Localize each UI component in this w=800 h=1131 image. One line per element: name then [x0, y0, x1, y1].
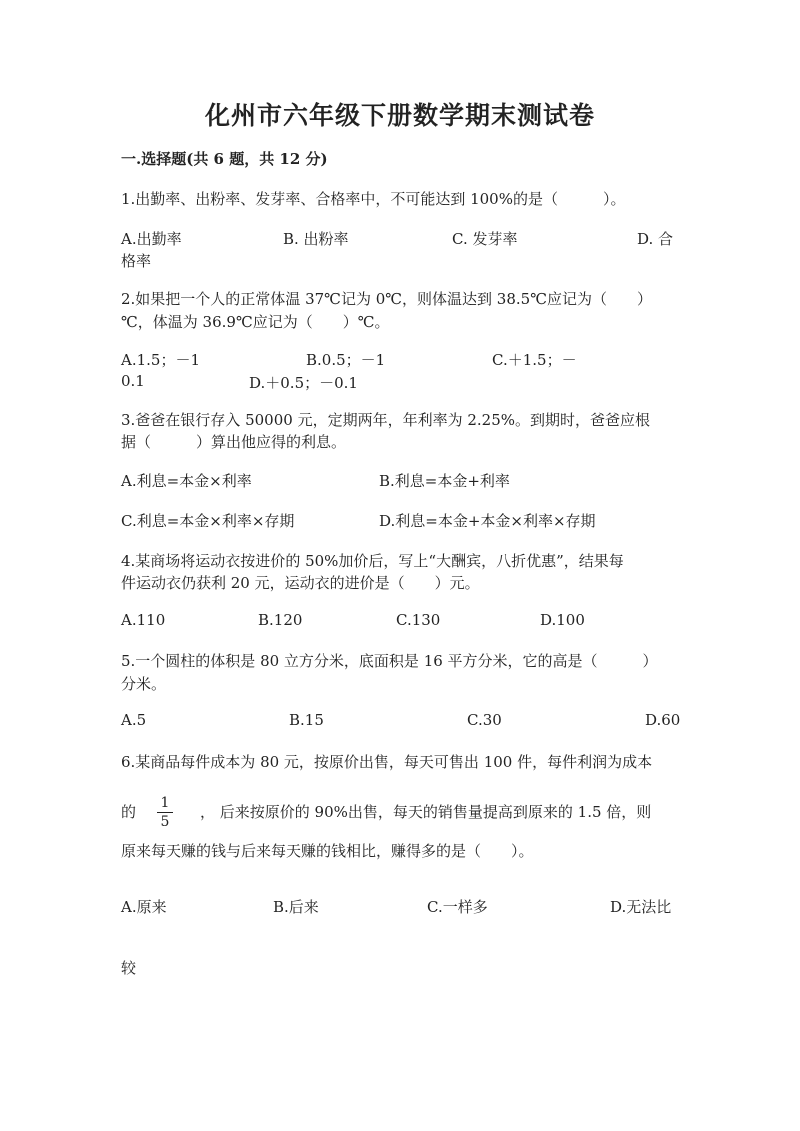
question-6-stem-line-2-start: 的	[121, 803, 137, 821]
question-5-option-a: A.5	[121, 711, 147, 729]
question-3-option-a: A.利息=本金×利率	[121, 472, 252, 490]
question-6-stem-line-3: 原来每天赚的钱与后来每天赚的钱相比，赚得多的是（ ）。	[121, 842, 534, 860]
fraction-denominator: 5	[160, 814, 170, 830]
question-2-option-d: D.＋0.5；－0.1	[249, 374, 358, 392]
question-5-stem-line-1: 5.一个圆柱的体积是 80 立方分米，底面积是 16 平方分米，它的高是（ ）	[121, 652, 658, 670]
question-3-option-c: C.利息=本金×利率×存期	[121, 512, 295, 530]
question-2-option-c-continued: 0.1	[121, 372, 145, 390]
question-5-option-b: B.15	[289, 711, 324, 729]
question-3-option-b: B.利息=本金+利率	[379, 472, 510, 490]
question-2-option-b: B.0.5；－1	[306, 351, 386, 369]
section-heading: 一.选择题(共 6 题，共 12 分)	[121, 150, 328, 168]
question-2-option-c: C.＋1.5；－	[492, 351, 577, 369]
question-1-option-d-continued: 格率	[121, 252, 152, 270]
question-4-option-a: A.110	[121, 611, 166, 629]
question-4-option-c: C.130	[396, 611, 441, 629]
question-6-option-c: C.一样多	[427, 898, 488, 916]
question-4-stem-line-2: 件运动衣仍获利 20 元，运动衣的进价是（ ）元。	[121, 574, 480, 592]
question-1-option-c: C. 发芽率	[452, 230, 518, 248]
fraction-bar	[157, 812, 173, 813]
fraction-numerator: 1	[160, 795, 170, 811]
question-1-option-a: A.出勤率	[121, 230, 182, 248]
question-2-stem-line-1: 2.如果把一个人的正常体温 37℃记为 0℃，则体温达到 38.5℃应记为（ ）	[121, 290, 652, 308]
question-3-stem-line-2: 据（ ）算出他应得的利息。	[121, 433, 347, 451]
question-1-option-b: B. 出粉率	[283, 230, 349, 248]
question-6-option-d: D.无法比	[610, 898, 672, 916]
question-5-stem-line-2: 分米。	[121, 675, 167, 693]
question-4-option-b: B.120	[258, 611, 303, 629]
question-5-option-c: C.30	[467, 711, 502, 729]
question-6-option-a: A.原来	[121, 898, 167, 916]
page-title: 化州市六年级下册数学期末测试卷	[204, 101, 595, 130]
question-2-stem-line-2: ℃，体温为 36.9℃应记为（ ）℃。	[121, 313, 390, 331]
question-6-stem-line-1: 6.某商品每件成本为 80 元，按原价出售，每天可售出 100 件，每件利润为成本	[121, 753, 653, 771]
question-3-stem-line-1: 3.爸爸在银行存入 50000 元，定期两年，年利率为 2.25%。到期时，爸爸应根	[121, 411, 650, 429]
question-6-option-d-continued: 较	[121, 959, 137, 977]
question-2-option-a: A.1.5；－1	[121, 351, 200, 369]
question-1-stem: 1.出勤率、出粉率、发芽率、合格率中，不可能达到 100%的是（ ）。	[121, 190, 626, 208]
question-6-option-b: B.后来	[273, 898, 319, 916]
question-3-option-d: D.利息=本金+本金×利率×存期	[379, 512, 596, 530]
question-6-stem-line-2-end: ， 后来按原价的 90%出售，每天的销售量提高到原来的 1.5 倍，则	[200, 803, 652, 821]
question-1-option-d: D. 合	[637, 230, 674, 248]
question-4-stem-line-1: 4.某商场将运动衣按进价的 50%加价后，写上“大酬宾，八折优惠”，结果每	[121, 552, 624, 570]
question-5-option-d: D.60	[645, 711, 681, 729]
fraction-one-fifth	[157, 795, 173, 830]
question-4-option-d: D.100	[540, 611, 585, 629]
